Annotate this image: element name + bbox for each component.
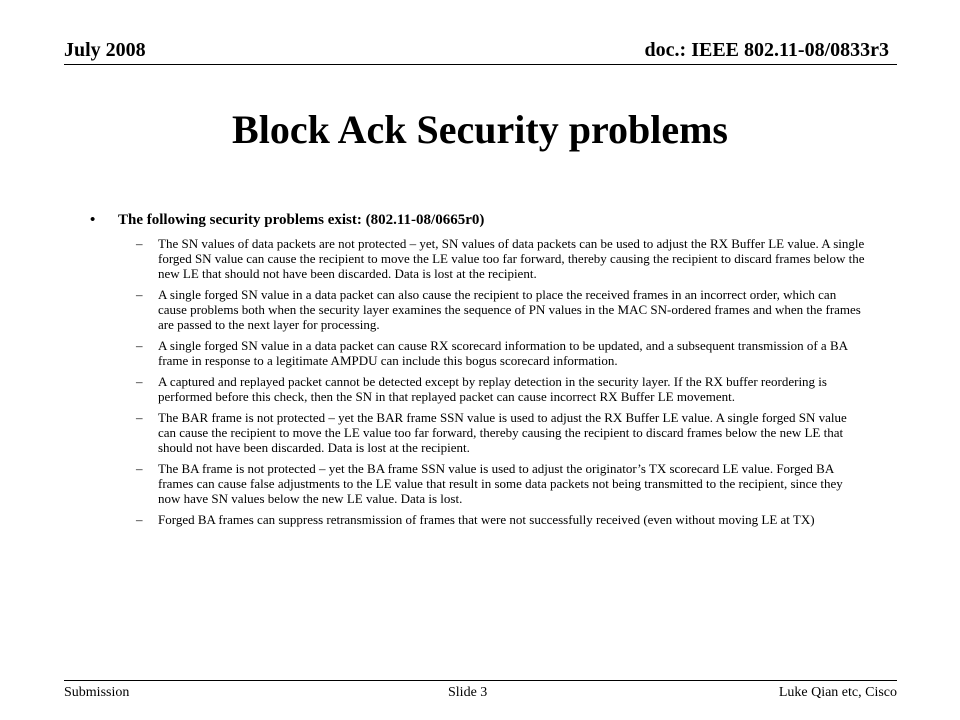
header-divider [64,64,897,65]
footer-divider [64,680,897,681]
problem-list [90,236,866,527]
list-item-text: A single forged SN value in a data packet can also cause the recipient to place the received frames in an incorrect order, which can cause problems both when the security layer examines the sequence of PN values in the MAC SN-ordered frames and when the frames are passed to the next layer for processing. [158,287,861,332]
footer-slide-number: Slide 3 [448,685,488,700]
list-item [90,236,866,281]
intro-bullet [90,210,866,230]
list-item [90,338,866,368]
footer-submission: Submission [64,685,130,700]
list-item [90,410,866,455]
list-item [90,287,866,332]
slide-title: Block Ack Security problems [232,107,728,152]
slide-body [90,210,866,533]
intro-text: The following security problems exist: (802.11-08/0665r0) [118,212,485,228]
header-date: July 2008 [64,39,146,61]
list-item [90,461,866,506]
dash-icon: – [136,287,143,302]
header-doc-id: doc.: IEEE 802.11-08/0833r3 [644,39,889,61]
list-item [90,374,866,404]
dash-icon: – [136,374,143,389]
dash-icon: – [136,236,143,251]
list-item-text: Forged BA frames can suppress retransmission of frames that were not successfully received (even without moving LE at TX) [158,512,815,527]
list-item-text: The BAR frame is not protected – yet the BAR frame SSN value is used to adjust the RX Buffer LE value. A single forged SN value can cause the recipient to move the LE value too far forward, thereby causing the recipient to discard frames below the new LE that should not have been discarded. Data is lost at the recipient. [158,410,847,455]
dash-icon: – [136,410,143,425]
bullet-icon: • [90,212,96,228]
dash-icon: – [136,461,143,476]
list-item-text: A single forged SN value in a data packet can cause RX scorecard information to be updated, and a subsequent transmission of a BA frame in response to a legitimate AMPDU can include this bogus scorecard information. [158,338,848,368]
dash-icon: – [136,512,143,527]
dash-icon: – [136,338,143,353]
list-item-text: The SN values of data packets are not protected – yet, SN values of data packets can be used to adjust the RX Buffer LE value. A single forged SN value can cause the recipient to move the LE value too far forward, thereby causing the recipient to discard frames below the new LE that should not have been discarded. Data is lost at the recipient. [158,236,865,281]
list-item-text: The BA frame is not protected – yet the BA frame SSN value is used to adjust the originator’s TX scorecard LE value. Forged BA frames can cause false adjustments to the LE value that result in some data packets not being transmitted to the recipient, since they now have SN values below the new LE value. Data is lost. [158,461,843,506]
list-item [90,512,866,527]
list-item-text: A captured and replayed packet cannot be detected except by replay detection in the security layer. If the RX buffer reordering is performed before this check, then the SN in that replayed packet can cause incorrect RX Buffer LE movement. [158,374,827,404]
footer-author: Luke Qian etc, Cisco [778,685,897,700]
